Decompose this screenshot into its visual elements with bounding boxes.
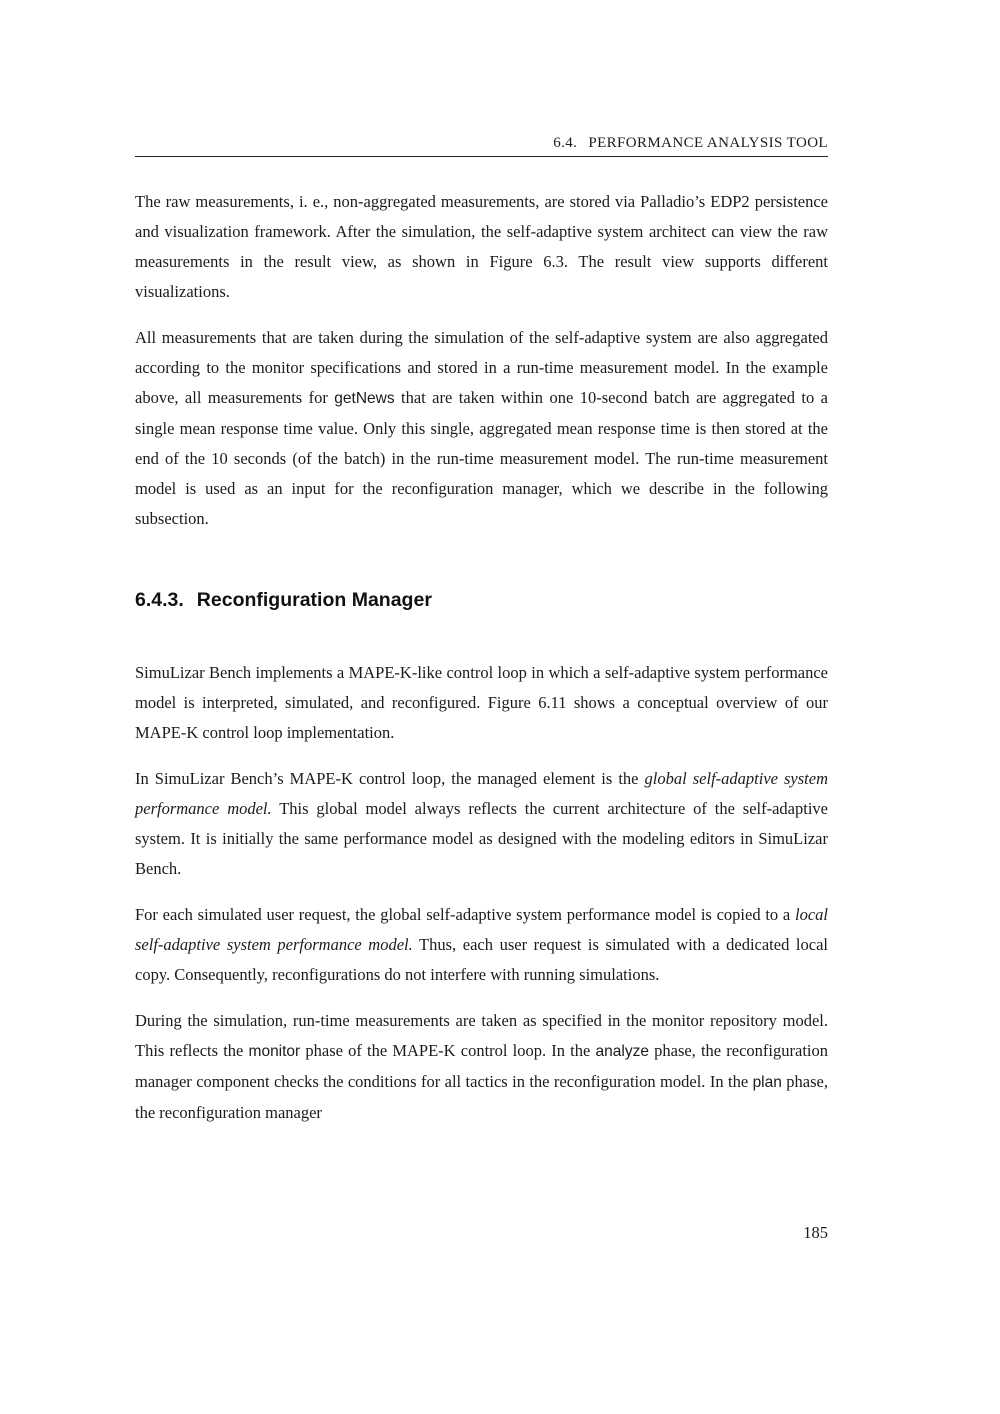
inline-code-term: monitor (248, 1043, 301, 1060)
text-run: The raw measurements, i. e., non-aggregated measurements, are stored via Palladio’s EDP2 persistence and visualization framework. After the simulation, the self-adaptive system architect can view the raw measurements in the result view, as shown in Figure 6.3. The result view supports different visualizations. (135, 192, 828, 301)
inline-emphasis: local self-adaptive system performance model. (135, 905, 828, 954)
text-run: SimuLizar Bench implements a MAPE-K-like control loop in which a self-adaptive system performance model is interpreted, simulated, and reconfigured. Figure 6.11 shows a conceptual overview of our MAPE-K control loop implementation. (135, 663, 828, 742)
running-header (135, 134, 828, 157)
inline-code-term: analyze (595, 1043, 649, 1060)
text-run: In SimuLizar Bench’s MAPE-K control loop, the managed element is the (135, 769, 645, 788)
header-title: PERFORMANCE ANALYSIS TOOL (588, 135, 828, 151)
page-number: 185 (803, 1223, 828, 1242)
body-paragraph-raw-measurements (135, 187, 828, 307)
text-run: Thus, each user request is simulated with a dedicated local copy. Consequently, reconfigurations do not interfere with running simulations. (135, 935, 828, 984)
subsection-title: Reconfiguration Manager (196, 589, 432, 611)
body-paragraph-managed-element (135, 764, 828, 884)
text-run: phase, the reconfiguration manager (135, 1072, 828, 1122)
inline-emphasis: global self-adaptive system performance model. (135, 769, 828, 818)
subsection-heading (135, 586, 828, 614)
text-run: that are taken within one 10-second batch are aggregated to a single mean response time value. Only this single, aggregated mean response time is then stored at the end of the 10 seconds (of the batch) in the run-time measurement model. The run-time measurement model is used as an input for the reconfiguration manager, which we describe in the following subsection. (135, 388, 828, 528)
inline-code-term: plan (752, 1074, 782, 1091)
body-paragraph-aggregation (135, 323, 828, 534)
text-run: phase of the MAPE-K control loop. In the (300, 1041, 596, 1060)
text-run: phase, the reconfiguration manager component checks the conditions for all tactics in the reconfiguration model. In the (135, 1041, 828, 1091)
text-run: This global model always reflects the current architecture of the self-adaptive system. It is initially the same performance model as designed with the modeling editors in SimuLizar Bench. (135, 799, 828, 878)
text-run: All measurements that are taken during the simulation of the self-adaptive system are also aggregated according to the monitor specifications and stored in a run-time measurement model. In the example above, all measurements for (135, 328, 828, 407)
page-body (135, 187, 828, 1144)
text-run: For each simulated user request, the global self-adaptive system performance model is copied to a (135, 905, 795, 924)
text-run: During the simulation, run-time measurements are taken as specified in the monitor repository model. This reflects the (135, 1011, 828, 1060)
body-paragraph-mapek-intro (135, 658, 828, 748)
subsection-number: 6.4.3. (135, 589, 184, 611)
body-paragraph-local-copy (135, 900, 828, 990)
body-paragraph-mapek-phases (135, 1006, 828, 1128)
inline-code-term: getNews (334, 390, 395, 407)
header-section-number: 6.4. (553, 135, 578, 151)
